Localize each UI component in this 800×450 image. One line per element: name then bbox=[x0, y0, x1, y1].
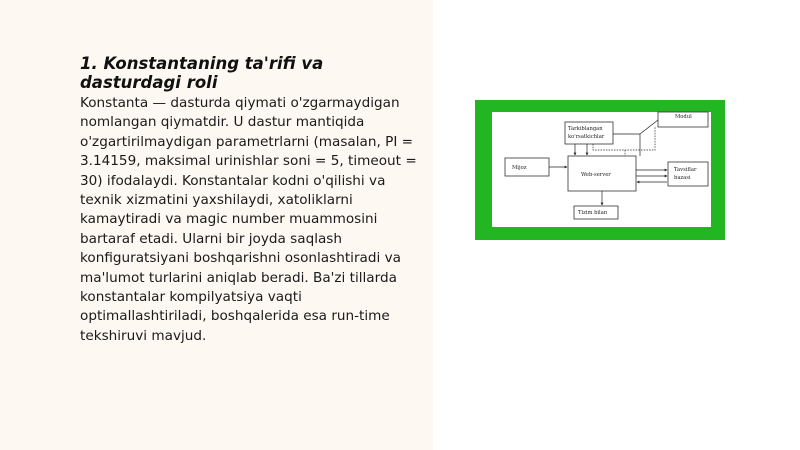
diagram-label-top-1: Tarkiblangan bbox=[568, 126, 603, 132]
diagram-label-top-right: Modul bbox=[675, 114, 692, 120]
diagram-node-right bbox=[668, 162, 708, 186]
diagram-label-top-2: ko'rsatkichlar bbox=[568, 134, 605, 140]
diagram-label-client: Mijoz bbox=[512, 165, 527, 171]
architecture-diagram bbox=[475, 100, 725, 240]
slide-body-text: Konstanta — dasturda qiymati o'zgarmaydigan nomlangan qiymatdir. U dastur mantiqida o'zgartirilmaydigan parametrlarni (masalan, PI = 3.14159, maksimal urinishlar soni = 5, timeout = 30) ifodalaydi. Konstantalar kodni o'qilishi va texnik xizmatini yaxshilaydi, xatoliklarni kamaytiradi va magic number muammosini bartaraf etadi. Ularni bir joyda saqlash konfiguratsiyani boshqarishni osonlashtiradi va ma'lumot turlarini aniqlab beradi. Ba'zi tillarda konstantalar kompilyatsiya vaqti optimallashtiriladi, boshqalerida esa run-time tekshiruvi mavjud. bbox=[80, 95, 417, 344]
diagram-label-bottom: Tizim bilan bbox=[578, 210, 608, 216]
diagram-label-right-1: Tavsiflar bbox=[674, 167, 697, 173]
slide-heading: 1. Konstantaning ta'rifi va dasturdagi roli bbox=[80, 54, 324, 92]
diagram-label-server: Web-server bbox=[581, 172, 611, 178]
diagram-canvas bbox=[475, 100, 725, 240]
diagram-label-right-2: bazasi bbox=[674, 175, 691, 181]
